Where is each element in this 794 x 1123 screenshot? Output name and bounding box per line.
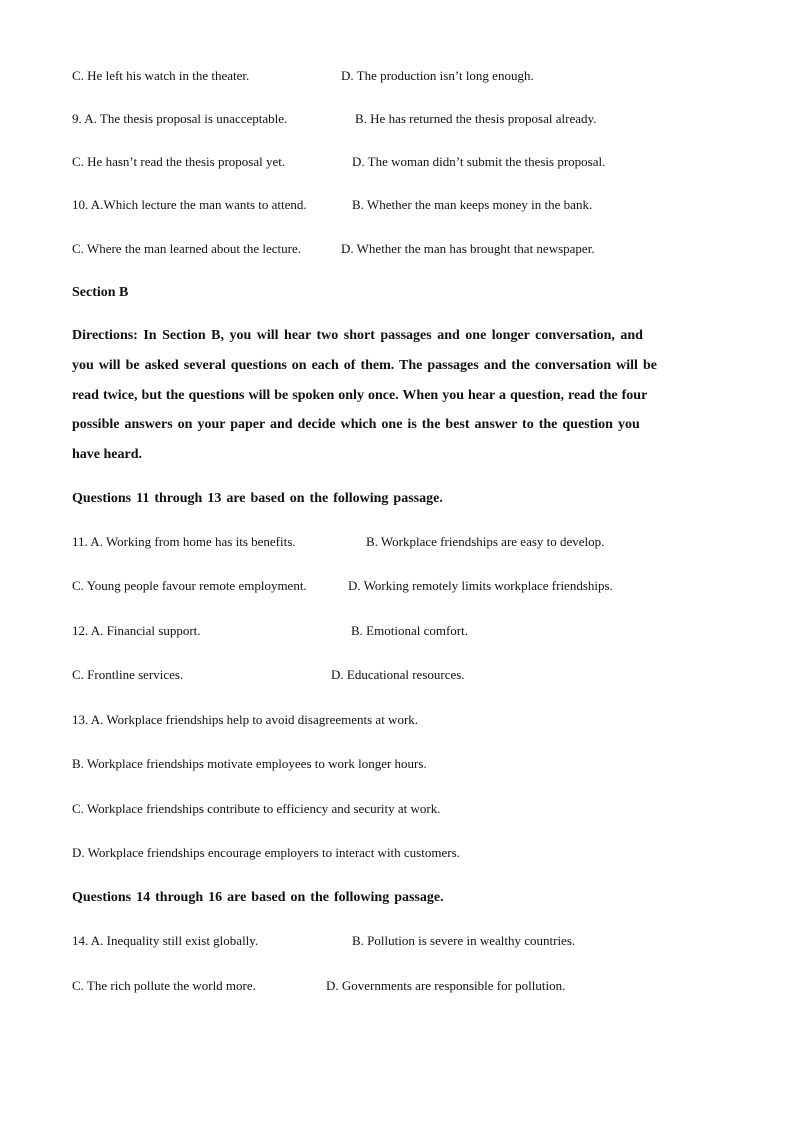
q11-option-d: D. Working remotely limits workplace friendships. <box>348 578 613 593</box>
q11-option-a: 11. A. Working from home has its benefits. <box>72 534 296 549</box>
q14-option-c: C. The rich pollute the world more. <box>72 978 256 993</box>
q12-option-d: D. Educational resources. <box>331 667 465 682</box>
directions-line-4: possible answers on your paper and decide which one is the best answer to the question you <box>72 417 640 432</box>
q12-option-b: B. Emotional comfort. <box>351 623 468 638</box>
q14-option-d: D. Governments are responsible for pollution. <box>326 978 566 993</box>
q13-option-d: D. Workplace friendships encourage employers to interact with customers. <box>72 845 460 860</box>
questions-11-13-heading: Questions 11 through 13 are based on the following passage. <box>72 491 443 506</box>
directions-line-1: Directions: In Section B, you will hear two short passages and one longer conversation, and <box>72 328 643 343</box>
q9-option-d: D. The woman didn’t submit the thesis proposal. <box>352 154 606 169</box>
section-b-title: Section B <box>72 285 129 300</box>
q12-option-a: 12. A. Financial support. <box>72 623 201 638</box>
q10-option-d: D. Whether the man has brought that newspaper. <box>341 241 595 256</box>
questions-14-16-heading: Questions 14 through 16 are based on the following passage. <box>72 890 444 905</box>
q8-option-d: D. The production isn’t long enough. <box>341 68 534 83</box>
q8-option-c: C. He left his watch in the theater. <box>72 68 250 83</box>
q9-option-a: 9. A. The thesis proposal is unacceptable. <box>72 111 288 126</box>
q10-option-c: C. Where the man learned about the lecture. <box>72 241 301 256</box>
q11-option-c: C. Young people favour remote employment. <box>72 578 307 593</box>
q13-option-c: C. Workplace friendships contribute to efficiency and security at work. <box>72 801 441 816</box>
directions-line-5: have heard. <box>72 447 142 462</box>
q14-option-b: B. Pollution is severe in wealthy countries. <box>352 933 576 948</box>
q9-option-c: C. He hasn’t read the thesis proposal yet. <box>72 154 286 169</box>
q10-option-a: 10. A.Which lecture the man wants to attend. <box>72 197 307 212</box>
q11-option-b: B. Workplace friendships are easy to develop. <box>366 534 605 549</box>
directions-line-2: you will be asked several questions on each of them. The passages and the conversation will be <box>72 358 657 373</box>
q9-option-b: B. He has returned the thesis proposal already. <box>355 111 597 126</box>
q12-option-c: C. Frontline services. <box>72 667 184 682</box>
q14-option-a: 14. A. Inequality still exist globally. <box>72 933 259 948</box>
directions-line-3: read twice, but the questions will be spoken only once. When you hear a question, read the four <box>72 388 648 403</box>
q13-option-b: B. Workplace friendships motivate employees to work longer hours. <box>72 756 427 771</box>
q10-option-b: B. Whether the man keeps money in the bank. <box>352 197 593 212</box>
q13-option-a: 13. A. Workplace friendships help to avoid disagreements at work. <box>72 712 419 727</box>
